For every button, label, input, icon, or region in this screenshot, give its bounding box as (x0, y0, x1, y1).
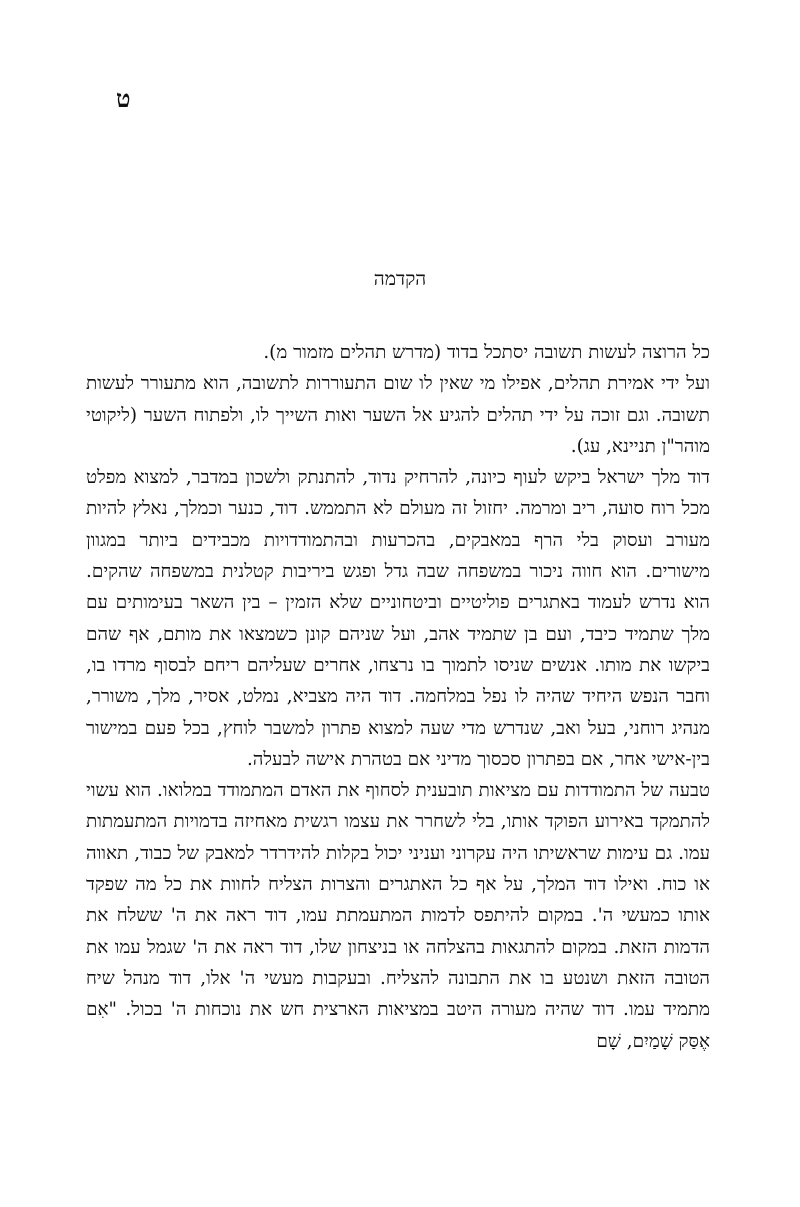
paragraph: ועל ידי אמירת תהלים, אפילו מי שאין לו שום התעוררות לתשובה, הוא מתעורר לעשות תשובה. וגם זוכה על ידי תהלים להגיע אל השער ואות השייך לו, ולפתוח השער (ליקוטי מוהר"ן תניינא, עג). (86, 373, 710, 457)
page-number: ט (116, 84, 131, 113)
section-heading: הקדמה (373, 268, 427, 290)
paragraph: כל הרוצה לעשות תשובה יסתכל בדוד (מדרש תהלים מזמור מ). (263, 342, 710, 363)
body-text (86, 337, 710, 1057)
paragraph: דוד מלך ישראל ביקש לעוף כיונה, להרחיק נדוד, להתנתק ולשכון במדבר, למצוא מפלט מכל רוח סועה, ריב ומרמה. יחזול זה מעולם לא התממש. דוד, כנער וכמלך, נאלץ להיות מעורב ועסוק בלי הרף במאבקים, בהכרעות ובהתמודדויות מכבידים ביותר במגוון מישורים. הוא חווה ניכור במשפחה שבה גדל ופגש ביריבות קטלנית במשפחה שהקים. הוא נדרש לעמוד באתגרים פוליטיים וביטחוניים שלא הזמין – בין השאר בעימותים עם מלך שתמיד כיבד, ועם בן שתמיד אהב, ועל שניהם קונן כשמצאו את מותם, אף שהם ביקשו את מותו. אנשים שניסו לתמוך בו נרצחו, אחרים שעליהם ריחם לבסוף מרדו בו, וחבר הנפש היחיד שהיה לו נפל במלחמה. דוד היה מצביא, נמלט, אסיר, מלך, משורר, מנהיג רוחני, בעל ואב, שנדרש מדי שעה למצוא פתרון למשבר לוחץ, בכל פעם במישור בין-אישי אחר, אם בפתרון סכסוך מדיני אם בטהרת אישה לבעלה. (86, 467, 710, 770)
paragraph: טבעה של התמודדות עם מציאות תובענית לסחוף את האדם המתמודד במלואו. הוא עשוי להתמקד באירוע הפוקד אותו, בלי לשחרר את עצמו רגשית מאחיזה בדמויות המתעמתות עמו. גם עימות שראשיתו היה עקרוני ועניני יכול בקלות להידרדר למאבק של כבוד, תאווה או כוח. ואילו דוד המלך, על אף כל האתגרים והצרות הצליח לחוות את כל מה שפקד אותו כמעשי ה'. במקום להיתפס לדמות המתעמתת עמו, דוד ראה את ה' ששלח את הדמות הזאת. במקום להתגאות בהצלחה או בניצחון שלו, דוד ראה את ה' שגמל עמו את הטובה הזאת ושנטע בו את התבונה להצליח. ובעקבות מעשי ה' אלו, דוד מנהל שיח מתמיד עמו. דוד שהיה מעורה היטב במציאות הארצית חש את נוכחות ה' בכול. "אִם אֶסַּק שָׁמַיִם, שָׁם (86, 780, 710, 1052)
